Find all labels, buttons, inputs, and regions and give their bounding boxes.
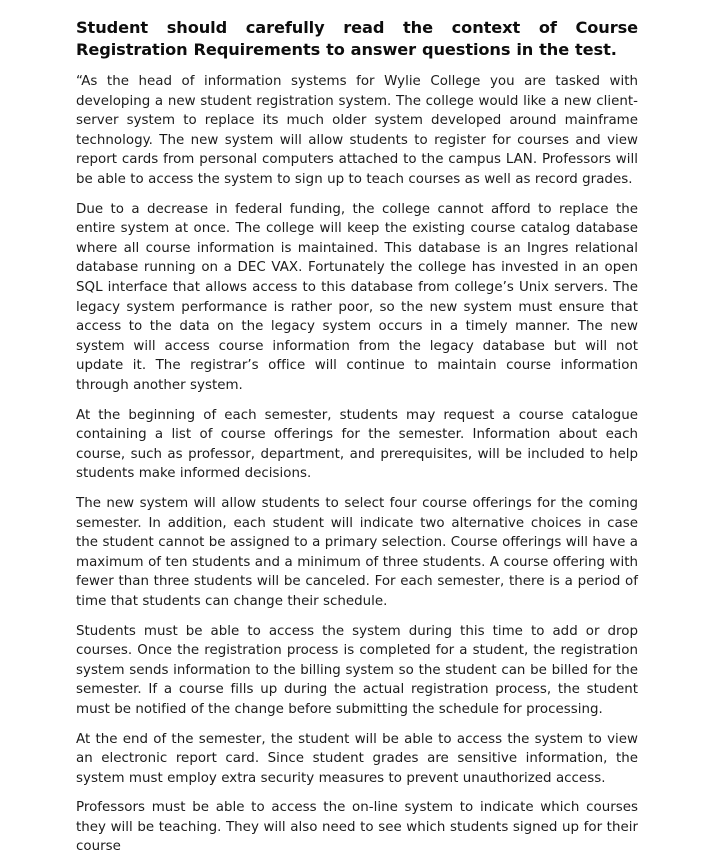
paragraph-list <box>76 72 638 857</box>
paragraph-3: At the beginning of each semester, students may request a course catalogue containing a list of course offerings for the semester. Information about each course, such as professor, department, and prerequisites, will be included to help students make informed decisions. <box>76 407 638 482</box>
paragraph-5: Students must be able to access the system during this time to add or drop courses. Once the registration process is completed for a student, the registration system sends information to the billing system so the student can be billed for the semester. If a course fills up during the actual registration process, the student must be notified of the change before submitting the schedule for processing. <box>76 623 638 717</box>
document-text-column <box>76 0 638 857</box>
paragraph-6: At the end of the semester, the student will be able to access the system to view an electronic report card. Since student grades are sensitive information, the system must employ extra security measures to prevent unauthorized access. <box>76 731 638 786</box>
paragraph-4: The new system will allow students to select four course offerings for the coming semester. In addition, each student will indicate two alternative choices in case the student cannot be assigned to a primary selection. Course offerings will have a maximum of ten students and a minimum of three students. A course offering with fewer than three students will be canceled. For each semester, there is a period of time that students can change their schedule. <box>76 495 638 609</box>
paragraph-1: “As the head of information systems for Wylie College you are tasked with developing a new student registration system. The college would like a new client-server system to replace its much older system developed around mainframe technology. The new system will allow students to register for courses and view report cards from personal computers attached to the campus LAN. Professors will be able to access the system to sign up to teach courses as well as record grades. <box>76 74 638 188</box>
page-title: Student should carefully read the context of Course Registration Requirements to answer questions in the test. <box>76 18 638 59</box>
paragraph-2: Due to a decrease in federal funding, the college cannot afford to replace the entire system at once. The college will keep the existing course catalog database where all course information is maintained. This database is an Ingres relational database running on a DEC VAX. Fortunately the college has invested in an open SQL interface that allows access to this database from college’s Unix servers. The legacy system performance is rather poor, so the new system must ensure that access to the data on the legacy system occurs in a timely manner. The new system will access course information from the legacy database but will not update it. The registrar’s office will continue to maintain course information through another system. <box>76 201 638 393</box>
paragraph-7: Professors must be able to access the on-line system to indicate which courses they will be teaching. They will also need to see which students signed up for their course <box>76 800 638 855</box>
